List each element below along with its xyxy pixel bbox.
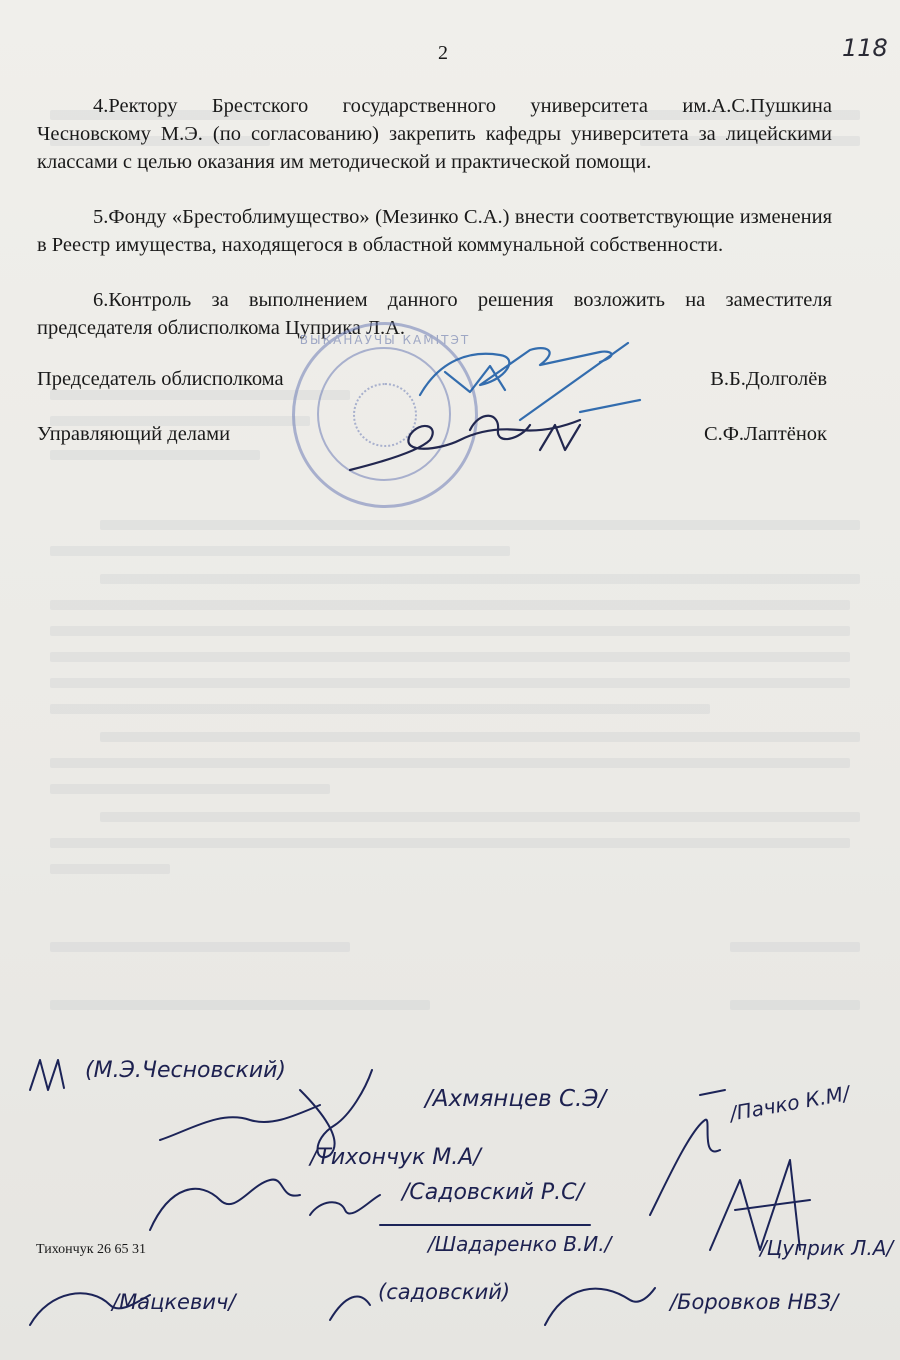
coat-of-arms-icon xyxy=(353,383,417,447)
paragraph-text: Ректору Брестского государственного университета им.А.С.Пушкина Чесновскому М.Э. (по согласованию) закрепить кафедры университета за лицейскими классами с целью оказания им методической и практической помощи. xyxy=(37,95,832,173)
approval-sadovsky-2: (садовский) xyxy=(378,1280,511,1304)
page-number: 2 xyxy=(438,42,448,64)
approval-matskevich: /Мацкевич/ xyxy=(112,1290,236,1314)
paragraph-5 xyxy=(37,203,832,259)
signatory-role: Председатель облисполкома xyxy=(37,368,284,390)
paragraph-text: Контроль за выполнением данного решения возложить на заместителя председателя облисполкома Цуприка Л.А. xyxy=(37,289,832,339)
signatory-name: С.Ф.Лаптёнок xyxy=(703,423,827,445)
signatory-role: Управляющий делами xyxy=(37,423,231,445)
sheet-number-handwritten: 118 xyxy=(842,34,888,62)
paragraph-number: 6. xyxy=(93,289,109,311)
official-seal xyxy=(292,322,478,508)
seal-text: ВЫКАНАЎЧЫ КАМІТЭТ xyxy=(299,333,471,347)
paragraph-number: 4. xyxy=(93,95,109,117)
approval-tsuprik: /Цуприк Л.А/ xyxy=(760,1236,894,1260)
signatory-name: В.Б.Долголёв xyxy=(710,368,827,390)
approval-shadarenko: /Шадаренко В.И./ xyxy=(428,1232,612,1256)
approval-pachko: /Пачко К.М/ xyxy=(728,1080,852,1126)
approval-sadovsky: /Садовский Р.С/ xyxy=(402,1180,584,1205)
approval-akhmyantsev: /Ахмянцев С.Э/ xyxy=(425,1086,607,1112)
paragraph-number: 5. xyxy=(93,206,109,228)
approval-tikhonchuk: /Тихончук М.А/ xyxy=(310,1145,481,1170)
approval-borovkov: /Боровков НВЗ/ xyxy=(670,1290,839,1314)
paragraph-text: Фонду «Брестоблимущество» (Мезинко С.А.) внести соответствующие изменения в Реестр имущества, находящегося в областной коммунальной собственности. xyxy=(37,206,832,256)
approval-chesnovsky: (М.Э.Чесновский) xyxy=(85,1058,286,1083)
executor-contact: Тихончук 26 65 31 xyxy=(36,1242,146,1257)
paragraph-4 xyxy=(37,92,832,176)
